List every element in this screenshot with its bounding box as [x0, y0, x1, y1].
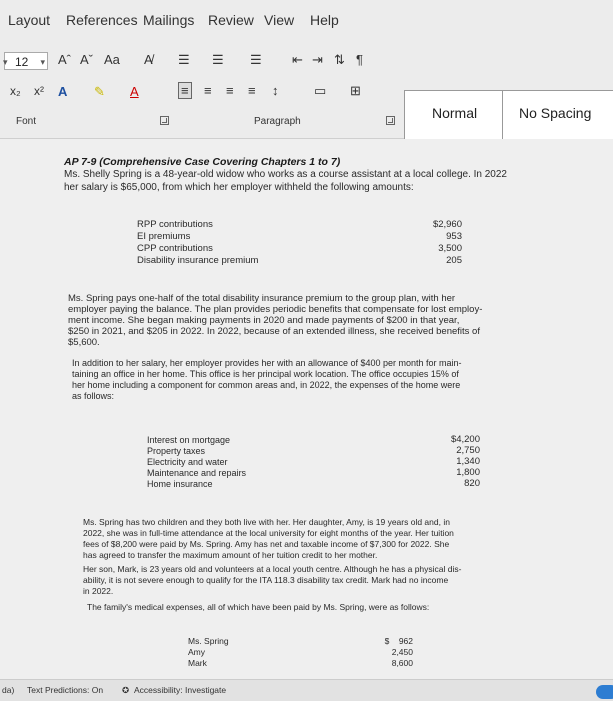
font-size-select[interactable] — [4, 52, 48, 70]
numbering-icon[interactable]: ☰ — [212, 52, 224, 67]
shrink-font-icon[interactable]: Aˇ — [80, 52, 93, 67]
notification-badge[interactable] — [596, 685, 613, 699]
highlight-icon[interactable]: ✎ — [94, 84, 105, 99]
show-formatting-icon[interactable]: ¶ — [356, 52, 363, 67]
document-page[interactable] — [0, 139, 613, 679]
problem-title: AP 7-9 (Comprehensive Case Covering Chapters 1 to 7) — [64, 156, 341, 168]
multilevel-list-icon[interactable]: ☰ — [250, 52, 262, 67]
paragraph-line: as follows: — [72, 391, 115, 401]
chevron-down-icon: ▾ — [3, 57, 8, 67]
intro-line: her salary is $65,000, from which her employer withheld the following amounts: — [64, 182, 414, 193]
center-align-icon[interactable]: ≡ — [204, 83, 212, 98]
deduction-label: RPP contributions — [137, 219, 213, 230]
expense-label: Property taxes — [147, 446, 206, 456]
expense-label: Maintenance and repairs — [147, 468, 247, 478]
paragraph-line: ability, it is not severe enough to qualify for the ITA 118.3 disability tax credit. Mark had no income — [83, 575, 449, 585]
paragraph-line: Ms. Spring pays one-half of the total disability insurance premium to the group plan, with her — [68, 293, 456, 304]
deduction-value: $2,960 — [432, 219, 462, 230]
align-right-icon[interactable]: ≡ — [226, 83, 234, 98]
accessibility-icon: ✪ — [122, 685, 130, 695]
medical-value: $ 962 — [384, 636, 413, 646]
change-case-icon[interactable]: Aa — [104, 52, 120, 67]
clear-formatting-icon[interactable]: A̸ — [144, 52, 153, 67]
expense-value: 820 — [464, 478, 480, 489]
paragraph-group-label: Paragraph — [254, 116, 301, 127]
text-predictions-status[interactable]: Text Predictions: On — [27, 685, 104, 695]
expense-value: $4,200 — [450, 434, 480, 445]
paragraph-line: has agreed to transfer the maximum amount of her tuition credit to her mother. — [83, 550, 378, 560]
menu-view[interactable]: View — [264, 12, 295, 28]
status-page-fragment: da) — [2, 685, 15, 695]
paragraph-line: $250 in 2021, and $205 in 2022. In 2022, because of an extended illness, she received benefits of — [68, 326, 480, 337]
medical-value: 8,600 — [391, 658, 413, 668]
deduction-label: Disability insurance premium — [137, 255, 259, 266]
paragraph-line: Her son, Mark, is 23 years old and volunteers at a local youth centre. Although he has a physical dis- — [83, 564, 462, 574]
decrease-indent-icon[interactable]: ⇤ — [292, 52, 303, 67]
sort-icon[interactable]: ⇅ — [334, 52, 345, 67]
menu-help[interactable]: Help — [310, 12, 339, 28]
deduction-value: 205 — [446, 255, 462, 266]
font-dialog-launcher-icon[interactable] — [160, 116, 169, 125]
accessibility-status[interactable]: Accessibility: Investigate — [134, 685, 227, 695]
paragraph-line: fees of $8,200 were paid by Ms. Spring. Amy has net and taxable income of $7,300 for 2022. She — [83, 539, 450, 549]
paragraph-line: taining an office in her home. This office is her principal work location. The office occupies 15% of — [72, 369, 459, 379]
medical-label: Mark — [188, 658, 207, 668]
expense-label: Home insurance — [147, 479, 213, 489]
medical-value: 2,450 — [391, 647, 413, 657]
expense-value: 2,750 — [456, 445, 480, 456]
deduction-label: EI premiums — [137, 231, 191, 242]
superscript-icon[interactable]: x² — [34, 84, 44, 98]
line-spacing-icon[interactable]: ↕ — [272, 83, 279, 98]
deduction-value: 3,500 — [438, 243, 462, 254]
paragraph-line: employer paying the balance. The plan provides periodic benefits that compensate for lost employ- — [68, 304, 483, 315]
expense-value: 1,340 — [456, 456, 480, 467]
shading-icon[interactable]: ▭ — [314, 83, 327, 98]
paragraph-line: Ms. Spring has two children and they both live with her. Her daughter, Amy, is 19 years old and, in — [83, 517, 450, 527]
intro-line: Ms. Shelly Spring is a 48-year-old widow who works as a course assistant at a local college. In 2022 — [64, 169, 507, 180]
deduction-label: CPP contributions — [137, 243, 213, 254]
subscript-icon[interactable]: x₂ — [10, 84, 21, 98]
styles-gallery — [404, 90, 613, 140]
paragraph-line: her home including a component for common areas and, in 2022, the expenses of the home were — [72, 380, 461, 390]
expense-value: 1,800 — [456, 467, 480, 478]
deduction-value: 953 — [446, 231, 462, 242]
menu-layout[interactable]: Layout — [8, 12, 51, 28]
expense-label: Interest on mortgage — [147, 435, 231, 445]
paragraph-line: ment income. She began making payments in 2020 and made payments of $200 in that year, — [68, 315, 460, 326]
paragraph-line: In addition to her salary, her employer provides her with an allowance of $400 per month for main- — [72, 358, 462, 368]
justify-icon[interactable]: ≡ — [248, 83, 256, 98]
grow-font-icon[interactable]: Aˆ — [58, 52, 71, 67]
menu-review[interactable]: Review — [208, 12, 254, 28]
bullets-icon[interactable]: ☰ — [178, 52, 190, 67]
style-no-spacing[interactable]: No Spacing — [519, 105, 592, 121]
chevron-down-icon: ▾ — [40, 57, 45, 67]
medical-label: Amy — [188, 647, 205, 657]
ribbon — [0, 38, 613, 139]
font-color-icon[interactable]: A — [130, 84, 139, 99]
style-divider — [502, 91, 503, 139]
menu-mailings[interactable]: Mailings — [143, 12, 195, 28]
menu-references[interactable]: References — [66, 12, 138, 28]
style-normal[interactable]: Normal — [432, 105, 478, 121]
font-group-label: Font — [16, 116, 37, 127]
status-bar — [0, 679, 613, 701]
menu-bar — [0, 0, 613, 38]
medical-label: Ms. Spring — [188, 636, 229, 646]
paragraph-line: 2022, she was in full-time attendance at the local university for eight months of the year. Her tuition — [83, 528, 454, 538]
paragraph-line: The family's medical expenses, all of which have been paid by Ms. Spring, were as follows: — [87, 602, 430, 612]
expense-label: Electricity and water — [147, 457, 228, 467]
paragraph-dialog-launcher-icon[interactable] — [386, 116, 395, 125]
increase-indent-icon[interactable]: ⇥ — [312, 52, 323, 67]
paragraph-line: $5,600. — [68, 337, 100, 348]
text-effects-icon[interactable]: A — [58, 84, 68, 99]
borders-icon[interactable]: ⊞ — [350, 83, 361, 98]
paragraph-line: in 2022. — [83, 586, 114, 596]
font-size-value: 12 — [15, 55, 29, 69]
align-left-icon[interactable]: ≡ — [178, 82, 192, 99]
